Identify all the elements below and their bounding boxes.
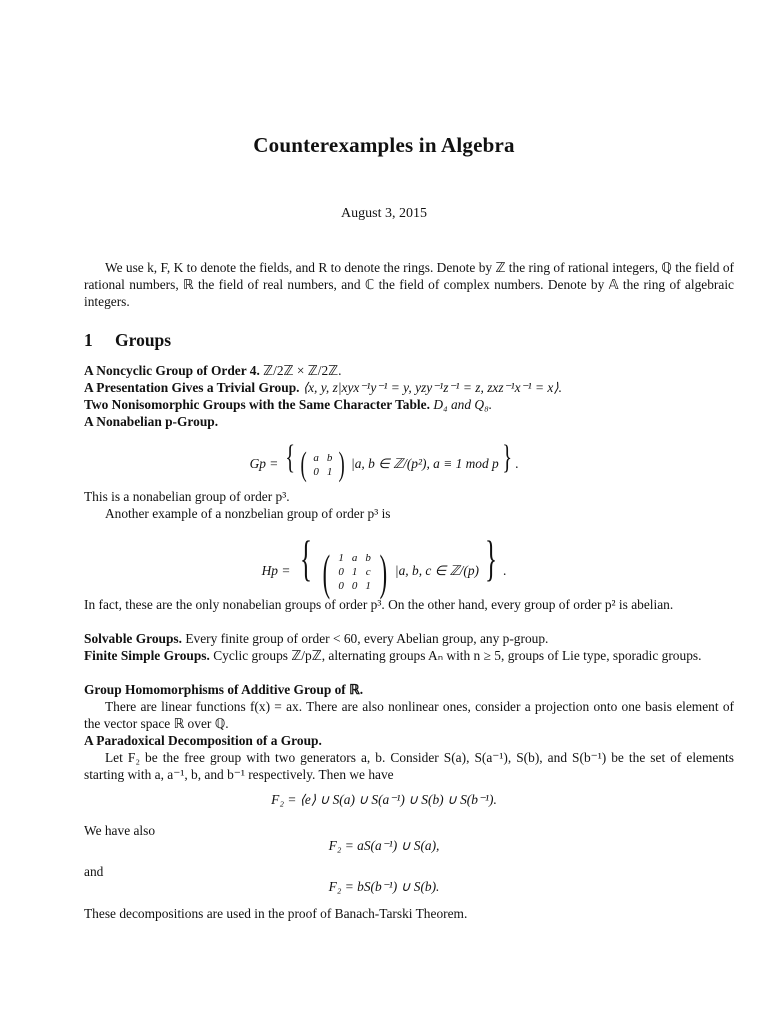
paper-title: Counterexamples in Algebra <box>253 133 515 157</box>
entry-heading: A Nonabelian p-Group. <box>84 414 219 429</box>
matrix-cell: 1 <box>365 579 371 592</box>
matrix-3x3 <box>318 543 392 600</box>
equation-f2-union: F₂ = ⟨e⟩ ∪ S(a) ∪ S(a⁻¹) ∪ S(b) ∪ S(b⁻¹). <box>271 792 497 807</box>
matrix-cell: 0 <box>338 579 344 592</box>
matrix-cell: 0 <box>351 579 358 592</box>
eq-lhs: Hp = <box>261 563 291 578</box>
matrix-cell: 1 <box>338 551 344 564</box>
and-text: and <box>84 864 104 879</box>
entry-finite-simple <box>84 647 734 664</box>
entry-noncyclic <box>84 362 734 379</box>
right-brace: } <box>485 530 497 586</box>
left-brace: { <box>284 439 295 476</box>
matrix-cell: a <box>313 451 319 464</box>
matrix-cell: a <box>351 551 358 564</box>
entry-heading: Finite Simple Groups. <box>84 648 210 663</box>
matrix-cell: 0 <box>338 565 344 578</box>
entry-pgroup <box>84 413 734 430</box>
entry-homomorphisms-body: There are linear functions f(x) = ax. There are also nonlinear ones, consider a projection onto one basis element of the vector space ℝ over ℚ. <box>84 699 734 731</box>
closing-sentence: These decompositions are used in the proof of Banach-Tarski Theorem. <box>84 906 468 921</box>
eq-condition: |a, b ∈ ℤ/(p²), a ≡ 1 mod p <box>351 456 499 471</box>
entry-heading: A Presentation Gives a Trivial Group. <box>84 380 300 395</box>
entry-heading: A Noncyclic Group of Order 4. <box>84 363 260 378</box>
entry-body: D₄ and Q₈. <box>433 397 493 412</box>
section-number: 1 <box>84 330 93 350</box>
equation-hp <box>0 530 768 600</box>
left-paren: ( <box>300 445 307 483</box>
entry-heading: Two Nonisomorphic Groups with the Same Character Table. <box>84 397 430 412</box>
matrix-cell: b <box>326 451 333 464</box>
entry-paradoxical-body: Let F₂ be the free group with two generators a, b. Consider S(a), S(a⁻¹), S(b), and S(b⁻¹) be the set of elements starting with a, a⁻¹, b, and b⁻¹ respectively. Then we have <box>84 750 734 782</box>
entry-heading: Group Homomorphisms of Additive Group of ℝ. <box>84 682 364 697</box>
entry-nonisomorphic <box>84 396 734 413</box>
matrix-cell: 0 <box>313 465 319 478</box>
eq-end: . <box>503 563 507 578</box>
matrix-2x2 <box>298 445 348 483</box>
entry-body: Cyclic groups ℤ/pℤ, alternating groups Aₙ with n ≥ 5, groups of Lie type, sporadic groups. <box>213 648 702 663</box>
matrix-cell: c <box>365 565 371 578</box>
entry-body: ⟨x, y, z|xyx⁻¹y⁻¹ = y, yzy⁻¹z⁻¹ = z, zxz⁻¹x⁻¹ = x⟩. <box>302 380 562 395</box>
eq-lhs: Gp = <box>249 456 279 471</box>
right-brace: } <box>502 439 512 476</box>
section-heading <box>84 330 171 351</box>
matrix-cells <box>334 551 375 593</box>
entry-homomorphisms-heading <box>84 681 734 698</box>
entry-heading: A Paradoxical Decomposition of a Group. <box>84 733 322 748</box>
entry-heading: Solvable Groups. <box>84 631 182 646</box>
entry-body: ℤ/2ℤ × ℤ/2ℤ. <box>263 363 342 378</box>
left-paren: ( <box>322 543 330 600</box>
matrix-cell: b <box>365 551 371 564</box>
entry-body: Every finite group of order < 60, every Abelian group, any p-group. <box>185 631 549 646</box>
entry-paradoxical-heading <box>84 732 734 749</box>
intro-paragraph: We use k, F, K to denote the fields, and R to denote the rings. Denote by ℤ the ring of rational integers, ℚ the field of rational numbers, ℝ the field of real numbers, and ℂ the field of complex numbers. Denote by 𝔸 the ring of algebraic integers. <box>84 260 735 309</box>
section-title: Groups <box>115 330 172 350</box>
nonabelian-sentence: This is a nonabelian group of order p³. <box>84 489 290 504</box>
entry-solvable <box>84 630 734 647</box>
paper-date: August 3, 2015 <box>341 206 427 221</box>
eq-condition: |a, b, c ∈ ℤ/(p) <box>394 563 479 578</box>
equation-f2-b: F₂ = bS(b⁻¹) ∪ S(b). <box>328 879 440 894</box>
eq-end: . <box>515 456 519 471</box>
in-fact-paragraph: In fact, these are the only nonabelian groups of order p³. On the other hand, every group of order p² is abelian. <box>84 597 674 612</box>
we-have-also: We have also <box>84 823 156 838</box>
right-paren: ) <box>338 445 346 483</box>
another-example-sentence: Another example of a nonzbelian group of order p³ is <box>105 506 391 521</box>
entry-presentation <box>84 379 734 396</box>
matrix-cell: 1 <box>351 565 358 578</box>
matrix-cells <box>309 451 336 479</box>
equation-f2-a: F₂ = aS(a⁻¹) ∪ S(a), <box>328 838 440 853</box>
equation-gp <box>0 441 768 482</box>
matrix-cell: 1 <box>326 465 333 478</box>
left-brace: { <box>299 530 312 586</box>
right-paren: ) <box>379 543 387 600</box>
